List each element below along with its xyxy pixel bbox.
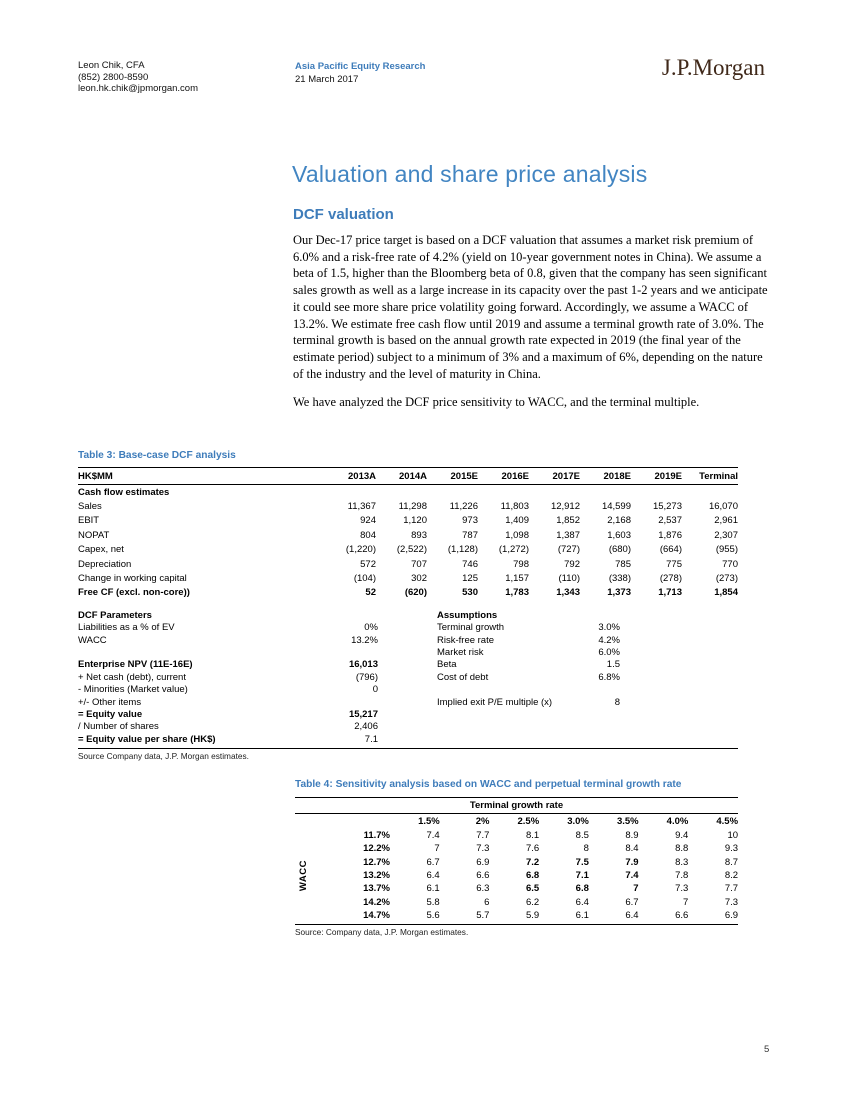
table3-parameter-row bbox=[78, 634, 738, 646]
table4-col-header: 1.5% bbox=[418, 816, 440, 827]
table3-cell: 1,603 bbox=[607, 529, 631, 541]
table3-col-header: 2017E bbox=[552, 470, 580, 482]
table3-data-row bbox=[78, 557, 738, 571]
table3-assumption-label: Implied exit P/E multiple (x) bbox=[437, 696, 553, 708]
table4-cell: 9.4 bbox=[675, 830, 689, 842]
table4-col-header: 3.0% bbox=[567, 816, 589, 827]
table3-col-header: 2014A bbox=[399, 470, 427, 482]
table3-cell: (338) bbox=[608, 573, 631, 585]
table3-cell: 973 bbox=[462, 515, 478, 527]
table3-cell: 924 bbox=[360, 515, 376, 527]
table3-param-label: +/- Other items bbox=[78, 696, 142, 708]
table3-parameter-row bbox=[78, 721, 738, 733]
table3-cell: 11,298 bbox=[398, 501, 427, 513]
table3-cell: 792 bbox=[564, 558, 580, 570]
table3-param-label: Liabilities as a % of EV bbox=[78, 622, 175, 634]
table3-source: Source Company data, J.P. Morgan estimates. bbox=[78, 751, 249, 761]
table3-param-value: 0 bbox=[372, 684, 378, 696]
table4-cell: 8.5 bbox=[575, 830, 589, 842]
table3-row-label: Capex, net bbox=[78, 544, 124, 556]
table3-param-label: Enterprise NPV (11E-16E) bbox=[78, 659, 193, 671]
table4-cell: 6.3 bbox=[476, 883, 490, 895]
table3-cell: 1,876 bbox=[658, 529, 682, 541]
table3-spacer bbox=[78, 600, 738, 609]
table4-data-row bbox=[295, 882, 738, 895]
table3-cell: 893 bbox=[411, 529, 427, 541]
table4-cell: 6.1 bbox=[426, 883, 440, 895]
table4-cell: 7.3 bbox=[724, 896, 739, 908]
table4-cell: 7.9 bbox=[625, 856, 639, 868]
table3-cell: (680) bbox=[608, 544, 631, 556]
table4-cell: 8.4 bbox=[625, 843, 639, 855]
table4-cell: 7 bbox=[434, 843, 440, 855]
table3-row-label: NOPAT bbox=[78, 529, 110, 541]
body-paragraph: Our Dec-17 price target is based on a DCF valuation that assumes a market risk premium of 6.0% and a risk-free rate of 4.2% (yield on 10-year government notes in China). We assume a beta of 1.5, higher than the Bloomberg beta of 0.8, given that the company has seen significant sales growth as well as a large increase in its capacity over the past 1-2 years and we anticipate it could see more share price volatility going forward. Accordingly, we assume a WACC of 13.2%. We estimate free cash flow until 2019 and assume a terminal growth rate of 3.0%. The terminal growth is based on the annual growth rate expected in 2019 (the final year of the estimate period) subject to a minimum of 3% and a maximum of 6%, depending on the nature of the industry and the level of maturity in China. bbox=[293, 233, 768, 381]
table4-col-header: 3.5% bbox=[616, 816, 639, 827]
body-text bbox=[293, 232, 771, 423]
table3-parameter-row bbox=[78, 646, 738, 658]
table3-cell: (104) bbox=[353, 573, 376, 585]
table3-assumption-value: 6.8% bbox=[598, 671, 620, 683]
table3-assumption-value: 3.0% bbox=[598, 622, 620, 634]
table4-cell: 8.1 bbox=[525, 830, 540, 842]
table4-row-label: 13.7% bbox=[363, 883, 390, 895]
table3-param-label: WACC bbox=[78, 634, 107, 646]
table3-col-header: 2018E bbox=[603, 470, 631, 482]
table4-cell: 7 bbox=[633, 883, 639, 895]
table3-cell: 2,168 bbox=[607, 515, 631, 527]
table3-caption: Table 3: Base-case DCF analysis bbox=[78, 450, 236, 461]
table4-row-label: 14.7% bbox=[363, 909, 390, 921]
table4-cell: 5.6 bbox=[426, 909, 440, 921]
table3-cell: 785 bbox=[615, 558, 631, 570]
table3-section-row bbox=[78, 485, 738, 499]
table3-header-row bbox=[78, 467, 738, 485]
table3-cell: 52 bbox=[365, 587, 376, 599]
table4-data-row bbox=[295, 856, 738, 869]
table3-cell: 11,803 bbox=[500, 501, 529, 513]
table4-row-label: 13.2% bbox=[363, 870, 390, 882]
table3-cell: 530 bbox=[462, 587, 478, 599]
table3-cell: (1,272) bbox=[498, 544, 529, 556]
table3-cell: 12,912 bbox=[550, 501, 580, 513]
table3-cell: 16,070 bbox=[708, 501, 738, 513]
analyst-phone: (852) 2800-8590 bbox=[78, 71, 149, 83]
table4-cell: 6.9 bbox=[476, 856, 490, 868]
table3-param-label: / Number of shares bbox=[78, 721, 159, 733]
table4-col-header: 2% bbox=[475, 816, 490, 827]
table3-cell: 2,537 bbox=[658, 515, 682, 527]
table3-assumption-label: Terminal growth bbox=[437, 622, 505, 634]
table3-parameter-row bbox=[78, 671, 738, 683]
table3-assumption-label: Beta bbox=[437, 659, 457, 671]
table4-col-header: 4.5% bbox=[716, 816, 739, 827]
table4-data-row bbox=[295, 909, 738, 922]
table3-assumption-value: 1.5 bbox=[606, 659, 620, 671]
page-number: 5 bbox=[764, 1044, 770, 1055]
table4-cell: 7.5 bbox=[575, 856, 589, 868]
table3-cell: 572 bbox=[360, 558, 376, 570]
table3-cell: (727) bbox=[557, 544, 580, 556]
analyst-name: Leon Chik, CFA bbox=[78, 60, 145, 71]
table3-col-header: 2016E bbox=[501, 470, 529, 482]
table4-cell: 6.8 bbox=[525, 870, 540, 882]
table4-row-label: 11.7% bbox=[363, 830, 390, 842]
table4-data-row bbox=[295, 869, 738, 882]
table4-cell: 6.7 bbox=[625, 896, 639, 908]
table4-cell: 6.8 bbox=[575, 883, 589, 895]
table4-cell: 7.1 bbox=[575, 870, 589, 882]
table3-parameter-row bbox=[78, 683, 738, 695]
table4-cell: 6 bbox=[484, 896, 490, 908]
table4-cell: 8.3 bbox=[675, 856, 689, 868]
table3-cell: (2,522) bbox=[396, 544, 427, 556]
table4-cell: 9.3 bbox=[724, 843, 739, 855]
body-paragraph: We have analyzed the DCF price sensitivity to WACC, and the terminal multiple. bbox=[293, 395, 700, 410]
table3-cell: (278) bbox=[659, 573, 682, 585]
section-heading-dcf-valuation: DCF valuation bbox=[293, 206, 394, 223]
table4-row-label: 12.2% bbox=[363, 843, 390, 855]
table4-row-label: 14.2% bbox=[363, 896, 390, 908]
table3-parameter-row bbox=[78, 622, 738, 634]
table4-cell: 8.9 bbox=[625, 830, 639, 842]
table3-col-header: 2013A bbox=[348, 470, 376, 482]
table4-cell: 7.8 bbox=[675, 870, 689, 882]
table3-cell: 1,852 bbox=[556, 515, 580, 527]
table3-row-label: EBIT bbox=[78, 515, 100, 527]
table3-param-label: + Net cash (debt), current bbox=[78, 671, 186, 683]
table3-col-header: 2019E bbox=[654, 470, 682, 482]
table3-cell: (664) bbox=[659, 544, 682, 556]
table3-assumption-label: Risk-free rate bbox=[437, 634, 495, 646]
table3-assumption-label: Market risk bbox=[437, 646, 484, 658]
table4-cell: 6.4 bbox=[625, 909, 639, 921]
page-title: Valuation and share price analysis bbox=[292, 161, 648, 187]
table3-cell: (1,220) bbox=[345, 544, 376, 556]
table3-parameter-row bbox=[78, 696, 738, 708]
table3-cell: 746 bbox=[462, 558, 478, 570]
table3-cell: 302 bbox=[411, 573, 427, 585]
table4-source: Source: Company data, J.P. Morgan estimates. bbox=[295, 927, 469, 937]
table4-sensitivity-analysis bbox=[295, 797, 738, 925]
table3-param-value: 0% bbox=[364, 622, 378, 634]
table4-group-header: Terminal growth rate bbox=[295, 798, 738, 814]
table3-cell: 1,387 bbox=[556, 529, 580, 541]
table3-cell: 775 bbox=[666, 558, 682, 570]
table3-cell: 15,273 bbox=[652, 501, 682, 513]
table3-cell: 798 bbox=[513, 558, 529, 570]
jpmorgan-logo: J.P.Morgan bbox=[661, 55, 765, 80]
analyst-block bbox=[78, 60, 198, 95]
table3-cell: 1,343 bbox=[556, 587, 580, 599]
table4-cell: 6.2 bbox=[525, 896, 540, 908]
table3-data-row bbox=[78, 571, 738, 585]
table3-cell: 11,226 bbox=[449, 501, 478, 513]
table3-cell: (620) bbox=[404, 587, 427, 599]
table4-cell: 5.8 bbox=[426, 896, 440, 908]
analyst-email: leon.hk.chik@jpmorgan.com bbox=[78, 83, 199, 95]
table3-data-row bbox=[78, 543, 738, 557]
table4-cell: 7.7 bbox=[724, 883, 739, 895]
table4-cell: 7.2 bbox=[525, 856, 540, 868]
table3-param-value: (796) bbox=[355, 671, 378, 683]
table3-parameter-row bbox=[78, 659, 738, 671]
table3-data-row bbox=[78, 499, 738, 513]
report-meta-block bbox=[295, 61, 425, 86]
table3-section-header: Cash flow estimates bbox=[78, 486, 170, 498]
table4-cell: 7.3 bbox=[476, 843, 490, 855]
table3-cell: (110) bbox=[558, 573, 580, 585]
table4-cell: 6.4 bbox=[426, 870, 440, 882]
table4-cell: 7.4 bbox=[625, 870, 639, 882]
table4-cell: 7 bbox=[683, 896, 689, 908]
table3-param-label: = Equity value bbox=[78, 708, 143, 720]
table3-cell: 804 bbox=[360, 529, 376, 541]
table3-parameter-row bbox=[78, 708, 738, 720]
table3-data-row bbox=[78, 514, 738, 528]
table4-cell: 6.7 bbox=[426, 856, 440, 868]
table3-cell: 1,157 bbox=[505, 573, 529, 585]
table3-cell: 1,098 bbox=[505, 529, 529, 541]
table3-cell: (955) bbox=[715, 544, 738, 556]
table4-cell: 8.2 bbox=[724, 870, 739, 882]
table4-cell: 6.6 bbox=[476, 870, 490, 882]
table4-data-row bbox=[295, 895, 738, 908]
table3-cell: 14,599 bbox=[601, 501, 631, 513]
table4-data-row bbox=[295, 829, 738, 842]
table4-data-row bbox=[295, 842, 738, 855]
table4-cell: 7.7 bbox=[476, 830, 490, 842]
table3-assumption-value: 8 bbox=[614, 696, 620, 708]
table3-cell: 787 bbox=[462, 529, 478, 541]
research-division: Asia Pacific Equity Research bbox=[295, 61, 426, 72]
table3-param-value: 2,406 bbox=[354, 721, 378, 733]
table3-col-header: 2015E bbox=[450, 470, 478, 482]
table3-col-header: HK$MM bbox=[78, 470, 113, 482]
table3-cell: (1,128) bbox=[447, 544, 478, 556]
table3-param-value: 13.2% bbox=[351, 634, 378, 646]
table4-cell: 5.7 bbox=[476, 909, 490, 921]
table3-cell: 707 bbox=[411, 558, 427, 570]
table3-cell: 1,854 bbox=[714, 587, 738, 599]
table3-cell: 1,373 bbox=[607, 587, 631, 599]
table3-parameter-row bbox=[78, 609, 738, 621]
table3-data-row bbox=[78, 528, 738, 542]
table4-cell: 6.4 bbox=[575, 896, 589, 908]
table3-cell: 770 bbox=[722, 558, 738, 570]
table3-cell: 2,961 bbox=[714, 515, 738, 527]
table4-caption: Table 4: Sensitivity analysis based on WACC and perpetual terminal growth rate bbox=[295, 779, 682, 790]
table3-cell: 125 bbox=[462, 573, 478, 585]
table3-row-label: Free CF (excl. non-core)) bbox=[78, 587, 190, 599]
table4-header-row bbox=[295, 814, 738, 829]
table3-row-label: Depreciation bbox=[78, 558, 132, 570]
table4-cell: 8 bbox=[583, 843, 589, 855]
table4-grid bbox=[295, 797, 738, 925]
table3-parameter-row bbox=[78, 733, 738, 745]
table3-param-value: 7.1 bbox=[364, 733, 378, 745]
table4-cell: 7.3 bbox=[675, 883, 689, 895]
table3-param-label: - Minorities (Market value) bbox=[78, 684, 188, 696]
table3-param-value: 15,217 bbox=[348, 708, 378, 720]
table3-row-label: Sales bbox=[78, 501, 102, 513]
table3-cell: 1,783 bbox=[505, 587, 529, 599]
report-date: 21 March 2017 bbox=[295, 73, 359, 85]
table4-cell: 6.6 bbox=[675, 909, 689, 921]
table3-col-header: Terminal bbox=[699, 470, 738, 482]
table3-cell: (273) bbox=[715, 573, 738, 585]
table4-cell: 8.8 bbox=[675, 843, 689, 855]
table4-row-label: 12.7% bbox=[363, 856, 390, 868]
table3-param-label: DCF Parameters bbox=[78, 609, 152, 621]
table3-assumption-label: Assumptions bbox=[437, 609, 498, 621]
table4-cell: 6.5 bbox=[525, 883, 540, 895]
table4-col-header: 4.0% bbox=[666, 816, 689, 827]
table3-cell: 1,713 bbox=[658, 587, 682, 599]
table3-assumption-value: 4.2% bbox=[598, 634, 620, 646]
table4-col-header: 2.5% bbox=[517, 816, 540, 827]
table4-cell: 7.6 bbox=[525, 843, 540, 855]
table3-data-row bbox=[78, 586, 738, 600]
table3-cell: 2,307 bbox=[714, 529, 738, 541]
table4-cell: 10 bbox=[727, 830, 739, 842]
table3-assumption-value: 6.0% bbox=[598, 646, 620, 658]
table3-param-label: = Equity value per share (HK$) bbox=[78, 733, 216, 745]
table3-assumption-label: Cost of debt bbox=[437, 671, 489, 683]
table3-base-case-dcf bbox=[78, 467, 738, 749]
table3-row-label: Change in working capital bbox=[78, 573, 187, 585]
table3-cell: 11,367 bbox=[347, 501, 376, 513]
table4-cell: 5.9 bbox=[525, 909, 540, 921]
table4-cell: 6.1 bbox=[575, 909, 589, 921]
table3-cell: 1,409 bbox=[505, 515, 529, 527]
table3-cell: 1,120 bbox=[403, 515, 427, 527]
table4-cell: 7.4 bbox=[426, 830, 440, 842]
table3-param-value: 16,013 bbox=[348, 659, 378, 671]
table4-cell: 6.9 bbox=[724, 909, 739, 921]
wacc-axis-label: WACC bbox=[298, 860, 309, 892]
table4-cell: 8.7 bbox=[724, 856, 739, 868]
